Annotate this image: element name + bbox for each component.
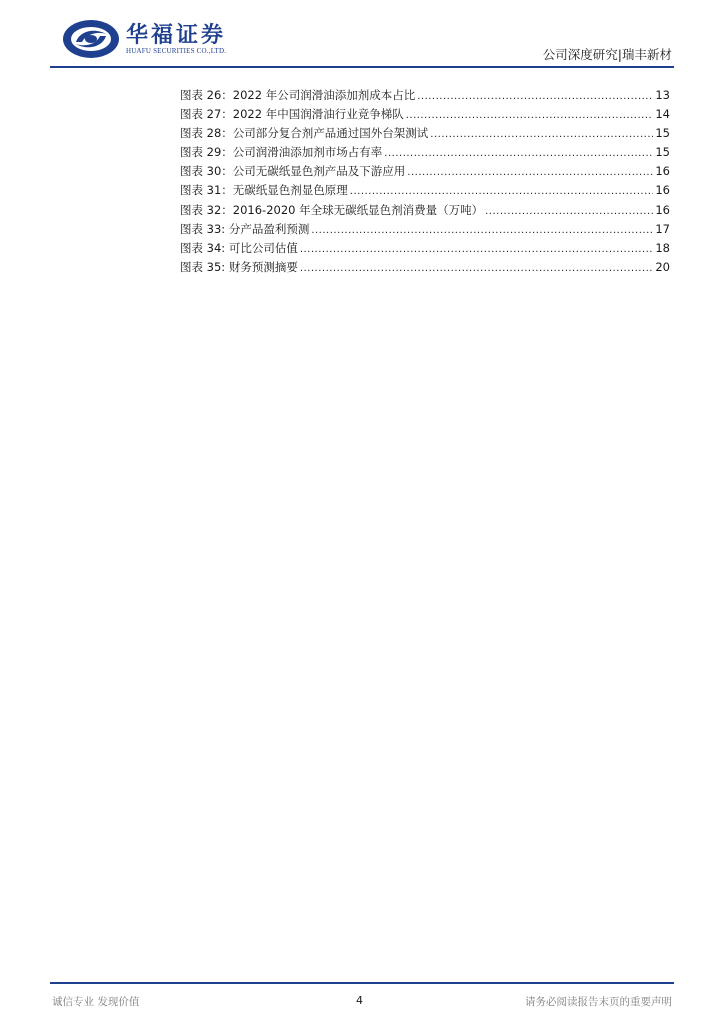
toc-leader-dots <box>485 206 653 217</box>
footer-slogan: 诚信专业 发现价值 <box>52 996 140 1008</box>
toc-entry-page[interactable]: 15 <box>655 145 670 160</box>
report-type-label: 公司深度研究|瑞丰新材 <box>542 47 672 62</box>
header-divider <box>50 66 674 68</box>
page-header <box>0 0 724 70</box>
toc-leader-dots <box>430 129 653 140</box>
toc-entry-title[interactable]: 图表 26：2022 年公司润滑油添加剂成本占比 <box>180 88 416 102</box>
toc-entry-page[interactable]: 17 <box>655 221 670 236</box>
toc-leader-dots <box>406 110 654 121</box>
toc-entry-page[interactable]: 18 <box>655 240 670 255</box>
huafu-logo-icon <box>62 18 120 60</box>
toc-leader-dots <box>407 167 653 178</box>
toc-entry-page[interactable]: 14 <box>655 107 670 122</box>
toc-entry[interactable] <box>180 259 670 278</box>
toc-entry[interactable] <box>180 240 670 259</box>
toc-entry-title[interactable]: 图表 33: 分产品盈利预测 <box>180 221 310 236</box>
toc-entry[interactable] <box>180 106 670 125</box>
toc-entry-title[interactable]: 图表 30：公司无碳纸显色剂产品及下游应用 <box>180 164 406 179</box>
toc-entry[interactable] <box>180 221 670 240</box>
footer-disclaimer: 请务必阅读报告末页的重要声明 <box>525 996 672 1008</box>
toc-entry-page[interactable]: 16 <box>655 202 670 217</box>
logo-chinese-name: 华福证券 <box>126 23 227 48</box>
toc-entry-title[interactable]: 图表 28：公司部分复合剂产品通过国外台架测试 <box>180 126 429 141</box>
toc-entry-title[interactable]: 图表 34: 可比公司估值 <box>180 240 298 255</box>
toc-leader-dots <box>311 225 653 236</box>
toc-leader-dots <box>417 91 653 102</box>
toc-entry[interactable] <box>180 182 670 201</box>
toc-entry-title[interactable]: 图表 27：2022 年中国润滑油行业竞争梯队 <box>180 107 404 122</box>
toc-entry-page[interactable]: 13 <box>655 88 670 102</box>
toc-entry-title[interactable]: 图表 31：无碳纸显色剂显色原理 <box>180 183 348 198</box>
toc-leader-dots <box>350 186 654 197</box>
toc-entry-title[interactable]: 图表 35: 财务预测摘要 <box>180 259 298 274</box>
toc-leader-dots <box>300 263 654 274</box>
footer-divider <box>50 982 674 984</box>
toc-entry-title[interactable]: 图表 29：公司润滑油添加剂市场占有率 <box>180 145 383 160</box>
company-logo <box>62 18 262 62</box>
toc-entry-page[interactable]: 16 <box>655 183 670 198</box>
logo-english-name: HUAFU SECURITIES CO.,LTD. <box>126 47 227 55</box>
toc-entry[interactable] <box>180 144 670 163</box>
toc-entry-page[interactable]: 16 <box>655 164 670 179</box>
toc-entry[interactable] <box>180 87 670 106</box>
toc-entry-title[interactable]: 图表 32：2016-2020 年全球无碳纸显色剂消费量（万吨） <box>180 202 484 217</box>
toc-entry-page[interactable]: 15 <box>655 126 670 141</box>
toc-entry[interactable] <box>180 125 670 144</box>
toc-entry[interactable] <box>180 163 670 182</box>
toc-entry[interactable] <box>180 202 670 221</box>
toc-entry-page[interactable]: 20 <box>655 259 670 274</box>
toc-leader-dots <box>384 148 653 159</box>
figure-index-list <box>180 87 670 278</box>
page-number: 4 <box>356 994 363 1007</box>
toc-leader-dots <box>300 244 654 255</box>
